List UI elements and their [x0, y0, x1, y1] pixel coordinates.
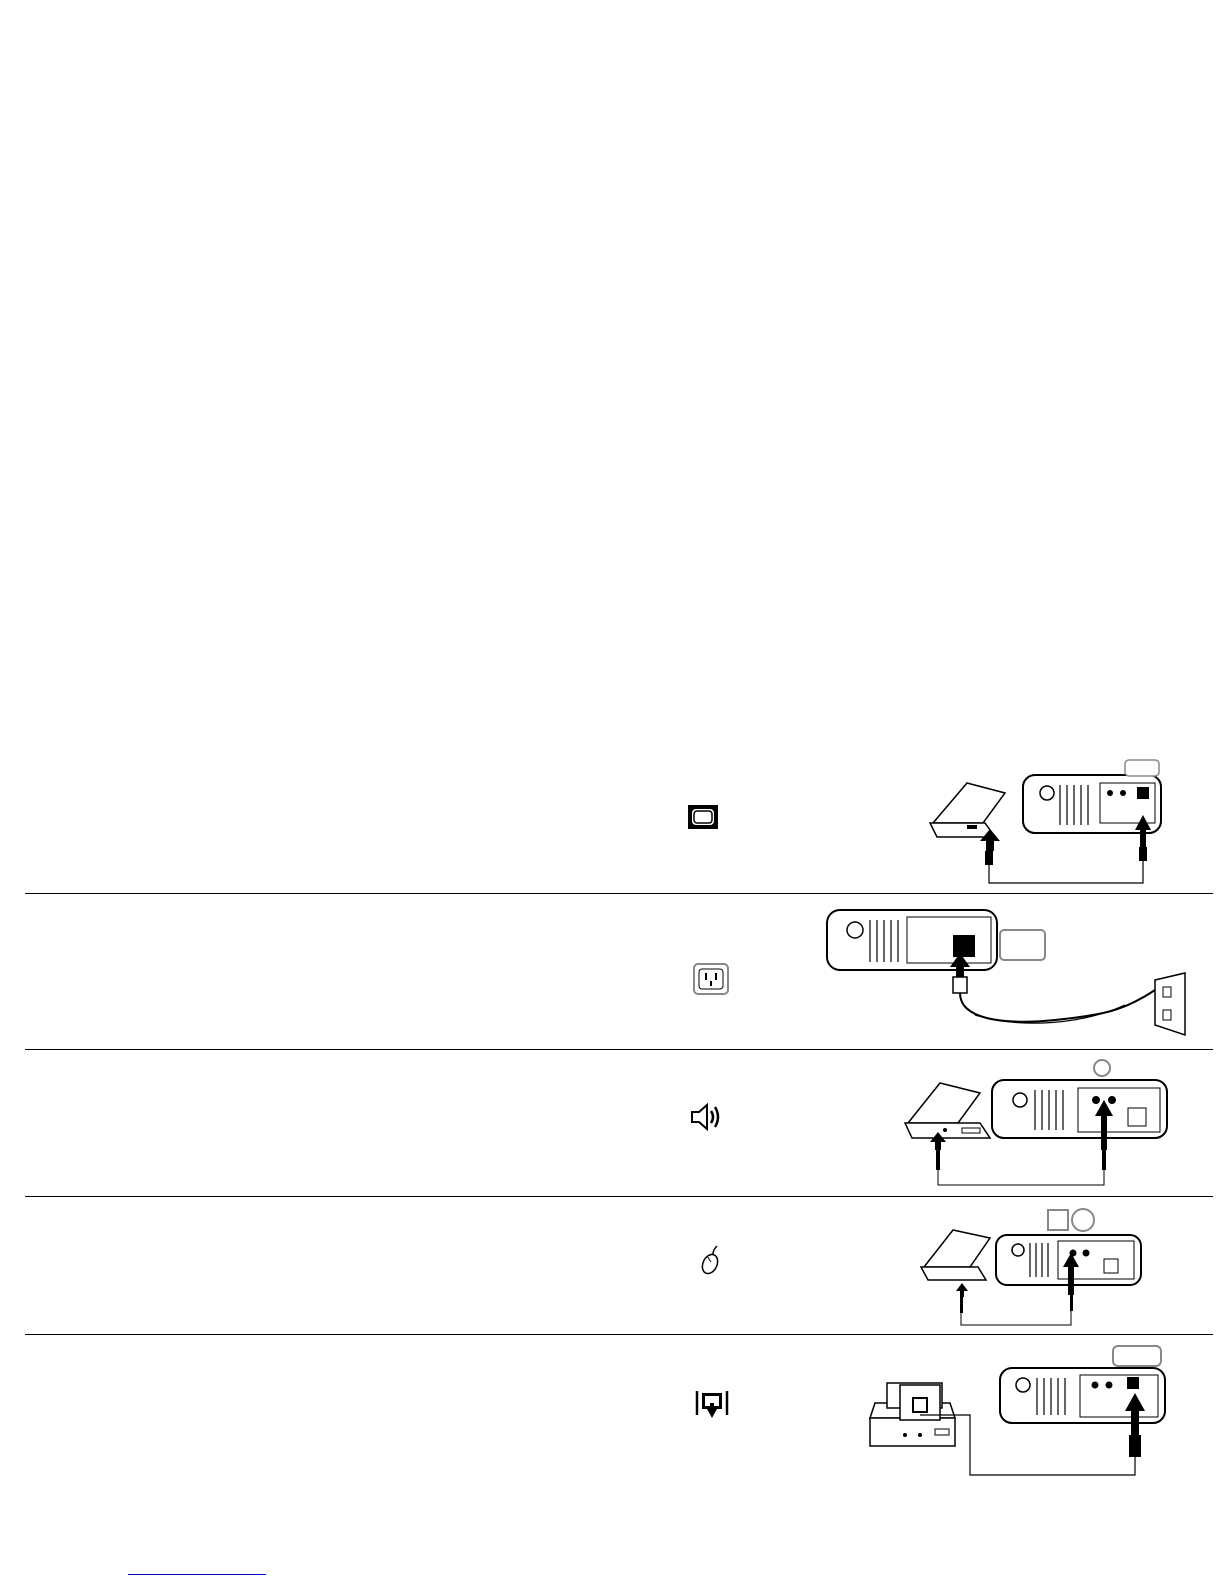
section-divider — [25, 1049, 1213, 1050]
section-divider — [25, 1334, 1213, 1335]
section-divider — [25, 1196, 1213, 1197]
projector-power-cord-connection — [825, 905, 1195, 1043]
mouse-icon — [697, 1244, 723, 1276]
monitor-out-icon — [695, 1389, 729, 1421]
computer-video-icon — [687, 804, 719, 830]
audio-speaker-icon — [690, 1102, 724, 1132]
laptop-to-projector-video-connection — [925, 755, 1205, 890]
desktop-to-projector-monitor-connection — [865, 1343, 1170, 1488]
section-divider — [25, 893, 1213, 894]
power-connector-icon — [693, 963, 729, 995]
laptop-to-projector-usb-connection — [918, 1205, 1153, 1330]
footnote-link-underline — [128, 1574, 266, 1575]
laptop-to-projector-audio-connection — [900, 1058, 1195, 1193]
